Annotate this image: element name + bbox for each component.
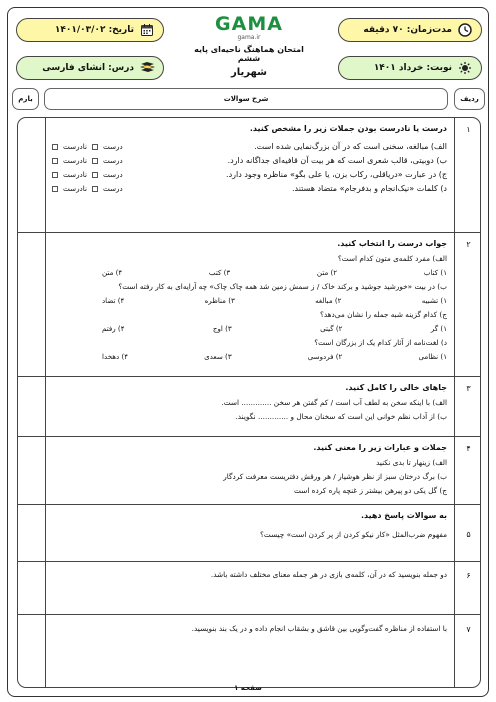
statement-text: الف) مبالغه، سخنی است که در آن بزرگ‌نمایی شده است.: [254, 142, 447, 151]
choice-option[interactable]: ۳) کتب: [208, 268, 231, 277]
true-option-label: درست: [102, 184, 123, 193]
question-row: [18, 376, 481, 436]
score-cell: [18, 377, 46, 436]
calendar-icon: [139, 22, 155, 38]
score-cell: [18, 505, 46, 561]
page-number: صفحه ۱: [234, 684, 262, 692]
question-row: [18, 614, 481, 688]
meaning-item: ب) برگ درختان سبز از نظر هوشیار / هر ورقش دفتریست معرفت کردگار: [223, 472, 447, 481]
question-row: [18, 504, 481, 561]
question-content: [46, 118, 454, 232]
exam-title: امتحان هماهنگ ناحیه‌ای پایه ششم: [194, 45, 304, 63]
false-checkbox[interactable]: [52, 144, 58, 150]
choice-option[interactable]: ۴) تضاد: [102, 296, 125, 305]
choice-option[interactable]: ۱) کتاب: [423, 268, 447, 277]
choice-option[interactable]: ۴) رفتم: [102, 324, 125, 333]
duration-pill: [338, 18, 482, 42]
question-number: ۳: [454, 377, 481, 436]
statement-text: د) کلمات «نیک‌انجام و بدفرجام» متضاد هستند.: [291, 184, 447, 193]
clock-icon: [457, 22, 473, 38]
multiple-choice-options: [50, 294, 447, 308]
question-title: جواب درست را انتخاب کنید.: [337, 239, 447, 248]
question-subpart: د) لغت‌نامه از آثار کدام یک از بزرگان است؟: [314, 338, 447, 347]
exam-page: [7, 7, 489, 697]
choice-option[interactable]: ۳) اوج: [212, 324, 232, 333]
question-subpart: الف) مفرد کلمه‌ی متون کدام است؟: [337, 254, 447, 263]
answer-options: [50, 154, 123, 168]
question-number: ۴: [454, 437, 481, 504]
shift-pill: [338, 56, 482, 80]
statement-text: ب) دوبیتی، قالب شعری است که هر بیت آن قافیه‌ای جداگانه دارد.: [227, 156, 447, 165]
books-icon: [139, 60, 155, 76]
question-content: [46, 233, 454, 376]
choice-option[interactable]: ۱) گر: [430, 324, 447, 333]
question-title: جملات و عبارات زیر را معنی کنید.: [313, 443, 447, 452]
choice-option[interactable]: ۱) نظامی: [418, 352, 447, 361]
question-row: [18, 561, 481, 614]
choice-option[interactable]: ۲) فردوسی: [307, 352, 343, 361]
question-text: دو جمله بنویسید که در آن، کلمه‌ی بازی در هر جمله معنای مختلف داشته باشد.: [210, 570, 447, 579]
answer-options: [50, 182, 123, 196]
true-false-item: [50, 140, 447, 154]
choice-option[interactable]: ۲) گیتی: [320, 324, 343, 333]
subject-pill: [16, 56, 164, 80]
choice-option[interactable]: ۳) سعدی: [204, 352, 232, 361]
question-content: [46, 615, 454, 688]
meaning-item: الف) زینهار تا بدی نکنید: [376, 458, 447, 467]
false-option-label: نادرست: [63, 170, 87, 179]
question-number: ۷: [454, 615, 481, 688]
choice-option[interactable]: ۱) تشبیه: [421, 296, 447, 305]
false-option-label: نادرست: [63, 184, 87, 193]
date-pill: [16, 18, 164, 42]
answer-options: [50, 168, 123, 182]
question-number: ۶: [454, 562, 481, 614]
choice-option[interactable]: ۴) متن: [102, 268, 123, 277]
question-content: [46, 505, 454, 561]
false-option-label: نادرست: [63, 142, 87, 151]
city-name: شهریار: [231, 67, 267, 78]
questions-header: شرح سوالات: [44, 88, 448, 110]
score-cell: [18, 118, 46, 232]
true-option-label: درست: [102, 142, 123, 151]
true-false-item: [50, 182, 447, 196]
meaning-item: ج) گل یکی دو پیرهن بیشتر ز غنچه پاره کرده است: [294, 486, 447, 495]
answer-options: [50, 140, 123, 154]
choice-option[interactable]: ۲) مبالغه: [315, 296, 342, 305]
gama-logo-block: [184, 13, 314, 78]
true-checkbox[interactable]: [92, 158, 98, 164]
score-cell: [18, 437, 46, 504]
question-number: ۲: [454, 233, 481, 376]
date-label: تاریخ: ۱۴۰۱/۰۳/۰۲: [54, 25, 134, 35]
false-option-label: نادرست: [63, 156, 87, 165]
question-row: [18, 232, 481, 376]
score-header: بارم: [12, 88, 39, 110]
false-checkbox[interactable]: [52, 186, 58, 192]
score-cell: [18, 562, 46, 614]
score-cell: [18, 615, 46, 688]
true-option-label: درست: [102, 156, 123, 165]
sun-icon: [457, 60, 473, 76]
choice-option[interactable]: ۲) متن: [316, 268, 338, 277]
gama-logo-text: GAMA: [215, 13, 283, 35]
question-title: جاهای خالی را کامل کنید.: [345, 383, 447, 392]
choice-option[interactable]: ۴) دهخدا: [102, 352, 129, 361]
gama-domain: gama.ir: [237, 34, 261, 41]
fill-blank-item: ب) از آداب نظم خوانی این است که سخنان محال و ............. نگویند.: [235, 412, 447, 421]
true-false-item: [50, 168, 447, 182]
row-header: ردیف: [454, 88, 485, 110]
exam-header: [8, 8, 489, 84]
fill-blank-item: الف) با اینکه سخن به لطف آب است / کم گفتن هر سخن ............. است.: [221, 398, 447, 407]
statement-text: ج) در عبارت «دریاقلی، رکاب بزن، یا علی بگو» مناظره وجود دارد.: [226, 170, 447, 179]
question-content: [46, 437, 454, 504]
false-checkbox[interactable]: [52, 172, 58, 178]
question-title: درست یا نادرست بودن جملات زیر را مشخص کنید.: [249, 124, 447, 133]
subject-label: درس: انشای فارسی: [42, 63, 134, 73]
score-cell: [18, 233, 46, 376]
question-row: [18, 118, 481, 232]
false-checkbox[interactable]: [52, 158, 58, 164]
true-checkbox[interactable]: [92, 144, 98, 150]
true-checkbox[interactable]: [92, 186, 98, 192]
question-title: به سوالات پاسخ دهید.: [360, 511, 447, 520]
question-row: [18, 436, 481, 504]
question-text: مفهوم ضرب‌المثل «کار نیکو کردن از پر کردن است» چیست؟: [260, 530, 447, 539]
questions-table: [17, 117, 481, 688]
question-subpart: ج) کدام گزینه شبه جمله را نشان می‌دهد؟: [319, 310, 447, 319]
shift-label: نوبت: خرداد ۱۴۰۱: [373, 63, 452, 73]
true-option-label: درست: [102, 170, 123, 179]
multiple-choice-options: [50, 350, 447, 364]
choice-option[interactable]: ۳) مناظره: [204, 296, 235, 305]
true-checkbox[interactable]: [92, 172, 98, 178]
true-false-item: [50, 154, 447, 168]
question-content: [46, 562, 454, 614]
question-subpart: ب) در بیت «خورشید جوشید و برکند خاک / ز سمش زمین شد همه چاک چاک» چه آرایه‌ای به کار رفته است؟: [118, 282, 447, 291]
duration-label: مدت‌زمان: ۷۰ دقیقه: [363, 25, 452, 35]
question-text: با استفاده از مناظره گفت‌وگویی بین قاشق و بشقاب انجام داده و در یک بند بنویسید.: [191, 624, 447, 633]
question-number: ۵: [454, 505, 481, 561]
multiple-choice-options: [50, 266, 447, 280]
question-content: [46, 377, 454, 436]
question-number: ۱: [454, 118, 481, 232]
multiple-choice-options: [50, 322, 447, 336]
